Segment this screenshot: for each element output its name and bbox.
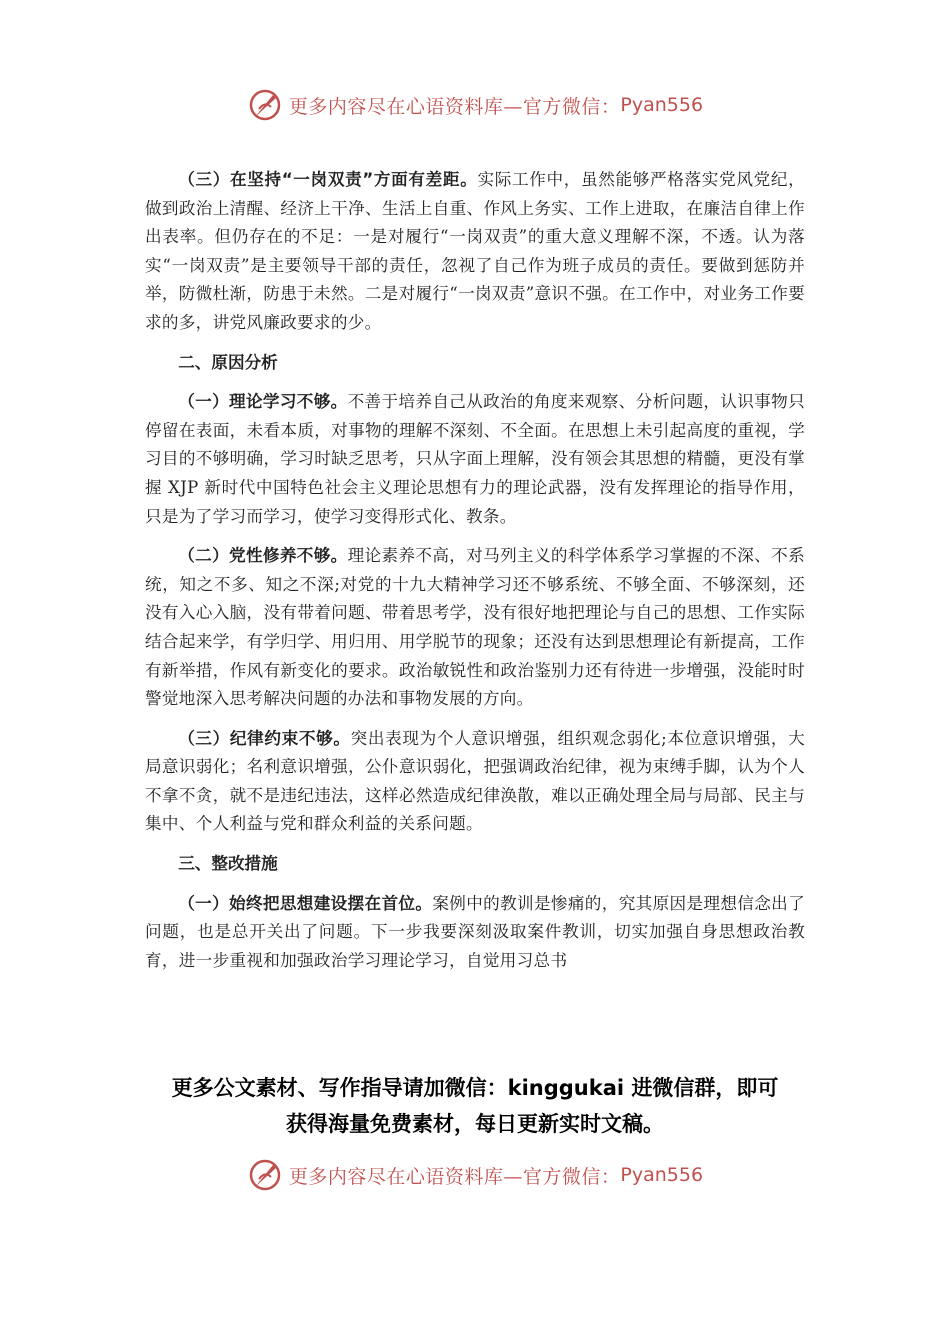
banner-wechat-id: Pyan556 [620,94,704,116]
banner-wechat-id: Pyan556 [620,1164,704,1186]
quill-logo-icon [247,1157,283,1193]
quill-logo-icon [247,87,283,123]
section-heading: 二、原因分析 [178,352,278,372]
paragraph [145,725,805,839]
paragraph-lead: （一）始终把思想建设摆在首位。 [178,893,433,913]
paragraph-body: 不善于培养自己从政治的角度来观察、分析问题，认识事物只停留在表面，未看本质，对事物的理解不深刻、不全面。在思想上未引起高度的重视，学习目的不够明确，学习时缺乏思考，只从字面上理解，没有领会其思想的精髓，更没有掌握 XJP 新时代中国特色社会主义理论思想有力的理论武器，没有发挥理论的指导作用，只是为了学习而学习，使学习变得形式化、教条。 [145,392,805,526]
promo-notice [0,1070,950,1142]
paragraph-lead: （一）理论学习不够。 [178,392,348,412]
paragraph-body: 实际工作中，虽然能够严格落实党风党纪，做到政治上清醒、经济上干净、生活上自重、作风上务实、工作上进取，在廉洁自律上作出表率。但仍存在的不足：一是对履行“一岗双责”的重大意义理解不深，不透。认为落实“一岗双责”是主要领导干部的责任，忽视了自己作为班子成员的责任。要做到惩防并举，防微杜渐，防患于未然。二是对履行“一岗双责”意识不强。在工作中，对业务工作要求的多，讲党风廉政要求的少。 [145,170,805,332]
promo-line: 获得海量免费素材，每日更新实时文稿。 [286,1112,664,1136]
paragraph-lead: （三）在坚持“一岗双责”方面有差距。 [178,170,478,189]
header-banner [0,80,950,130]
paragraph [145,890,805,976]
paragraph-body: 理论素养不高，对马列主义的科学体系学习掌握的不深、不系统，知之不多、知之不深;对党的十九大精神学习还不够系统、不够全面、不够深刻，还没有入心入脑，没有带着问题、带着思考学，没有很好地把理论与自己的思想、工作实际结合起来学，有学归学、用归用、用学脱节的现象；还没有达到思想理论有新提高，工作有新举措，作风有新变化的要求。政治敏锐性和政治鉴别力还有待进一步增强，没能时时警觉地深入思考解决问题的办法和事物发展的方向。 [145,546,805,709]
banner-text: 更多内容尽在心语资料库—官方微信： [288,1165,621,1188]
paragraph [145,166,805,338]
banner-text: 更多内容尽在心语资料库—官方微信： [288,95,621,118]
document-body [145,166,805,976]
paragraph-lead: （二）党性修养不够。 [178,546,348,566]
promo-line: 更多公文素材、写作指导请加微信：kinggukai 进微信群，即可 [171,1076,779,1100]
paragraph [145,542,805,714]
footer-banner [0,1150,950,1200]
section-heading: 三、整改措施 [178,854,278,874]
paragraph-body: 突出表现为个人意识增强，组织观念弱化;本位意识增强，大局意识弱化；名利意识增强，公仆意识弱化，把强调政治纪律，视为束缚手脚，认为个人不拿不贪，就不是违纪违法，这样必然造成纪律涣散，难以正确处理全局与局部、民主与集中、个人利益与党和群众利益的关系问题。 [145,728,805,834]
paragraph-lead: （三）纪律约束不够。 [178,728,351,748]
paragraph-body: 案例中的教训是惨痛的，究其原因是理想信念出了问题，也是总开关出了问题。下一步我要深刻汲取案件教训，切实加强自身思想政治教育，进一步重视和加强政治学习理论学习，自觉用习总书 [145,893,805,970]
paragraph [145,388,805,531]
